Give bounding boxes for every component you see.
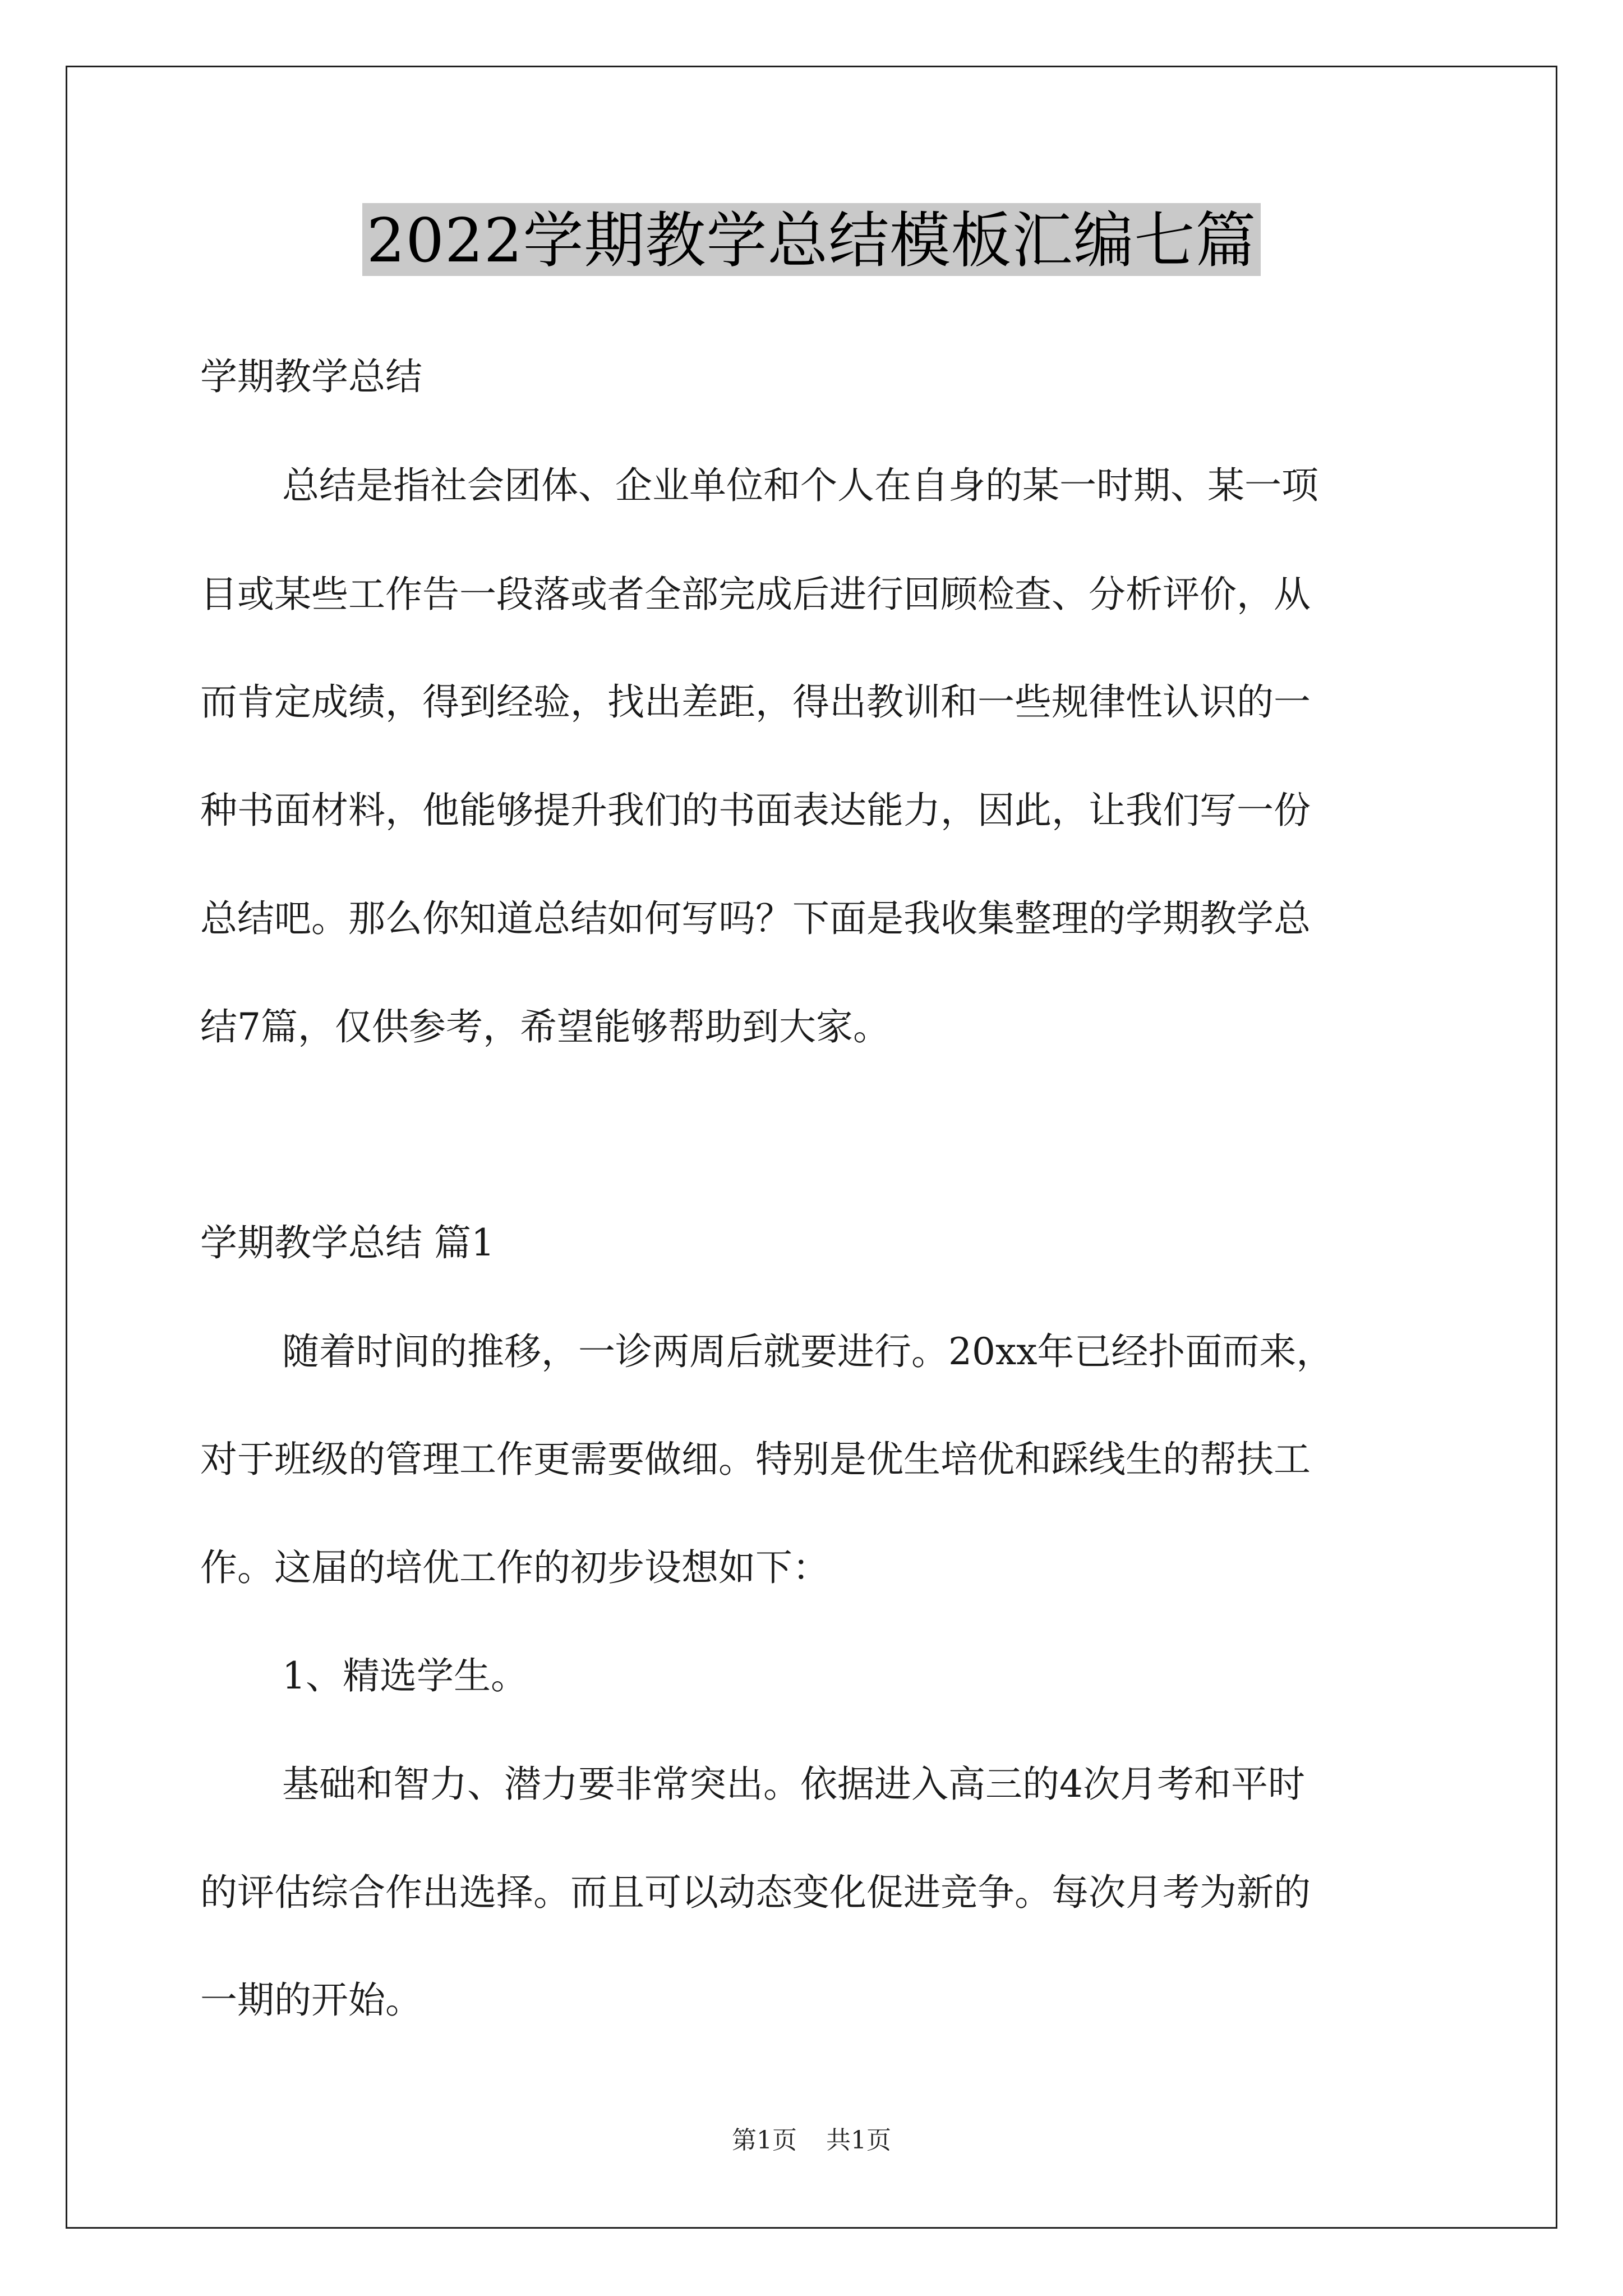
paragraph-line: 的评估综合作出选择。而且可以动态变化促进竞争。每次月考为新的: [200, 1871, 1311, 1914]
page-number: 第1页: [732, 2126, 797, 2155]
paragraph-line: 种书面材料，他能够提升我们的书面表达能力，因此，让我们写一份: [200, 789, 1311, 832]
page-total: 共1页: [826, 2126, 891, 2155]
section-heading: 学期教学总结 篇1: [200, 1221, 495, 1264]
page-footer: [0, 2125, 1623, 2156]
list-item-heading: 1、精选学生。: [282, 1654, 528, 1697]
paragraph-line: 结7篇，仅供参考，希望能够帮助到大家。: [200, 1005, 890, 1048]
paragraph-line: 目或某些工作告一段落或者全部完成后进行回顾检查、分析评价，从: [200, 573, 1311, 616]
paragraph-line: 随着时间的推移，一诊两周后就要进行。20xx年已经扑面而来，: [282, 1330, 1334, 1373]
document-title: 2022学期教学总结模板汇编七篇: [362, 203, 1261, 276]
paragraph-line: 总结吧。那么你知道总结如何写吗？下面是我收集整理的学期教学总: [200, 897, 1311, 940]
paragraph-line: 而肯定成绩，得到经验，找出差距，得出教训和一些规律性认识的一: [200, 680, 1311, 724]
title-container: [0, 203, 1623, 276]
paragraph-line: 作。这届的培优工作的初步设想如下：: [200, 1546, 829, 1589]
paragraph-line: 对于班级的管理工作更需要做细。特别是优生培优和踩线生的帮扶工: [200, 1438, 1311, 1481]
section-heading: 学期教学总结: [200, 355, 422, 398]
paragraph-line: 一期的开始。: [200, 1978, 422, 2022]
paragraph-line: 总结是指社会团体、企业单位和个人在自身的某一时期、某一项: [282, 464, 1318, 507]
paragraph-line: 基础和智力、潜力要非常突出。依据进入高三的4次月考和平时: [282, 1763, 1305, 1806]
